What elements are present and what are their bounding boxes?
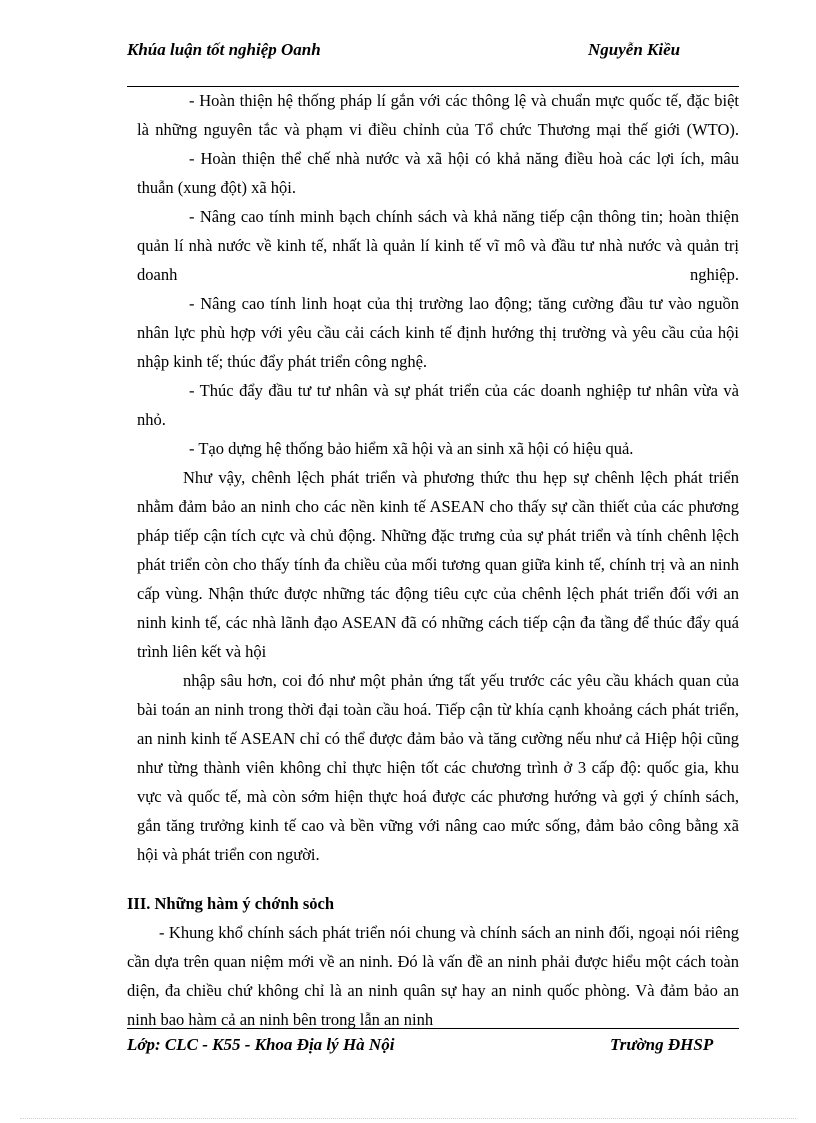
header-thesis-title: Khúa luận tốt nghiệp Oanh xyxy=(127,40,321,59)
paragraph-policy-transparency: - Nâng cao tính minh bạch chính sách và khả năng tiếp cận thông tin; hoàn thiện quản lí nhà nước về kinh tế, nhất là quản lí kinh tế vĩ mô và đầu tư nhà nước và quản trị doanh nghiệp. xyxy=(137,207,739,284)
body-text xyxy=(137,86,739,869)
footer-university: Trường ĐHSP xyxy=(610,1035,714,1054)
footer-class-info: Lớp: CLC - K55 - Khoa Địa lý Hà Nội xyxy=(127,1035,395,1054)
footer-divider xyxy=(127,1028,739,1029)
page-header xyxy=(127,38,739,88)
paragraph-social-insurance: - Tạo dựng hệ thống bảo hiểm xã hội và an sinh xã hội có hiệu quả. xyxy=(189,439,634,458)
paragraph-private-investment: - Thúc đẩy đầu tư tư nhân và sự phát triển của các doanh nghiệp tư nhân vừa và nhỏ. xyxy=(137,381,739,429)
paragraph-legal-system: - Hoàn thiện hệ thống pháp lí gắn với các thông lệ và chuẩn mực quốc tế, đặc biệt là những nguyên tắc và phạm vi điều chỉnh của Tổ chức Thương mại thế giới (WTO). xyxy=(137,91,739,139)
section-body xyxy=(127,918,739,1034)
paragraph-labor-market: - Nâng cao tính linh hoạt của thị trường lao động; tăng cường đầu tư vào nguồn nhân lực phù hợp với yêu cầu cải cách kinh tế định hướng thị trường và yêu cầu của hội nhập kinh tế; thúc đẩy phát triển công nghệ. xyxy=(137,294,739,371)
page-bottom-edge xyxy=(20,1118,796,1119)
section-heading: III. Những hàm ý chớnh sỏch xyxy=(127,894,335,913)
paragraph-state-institutions: - Hoàn thiện thể chế nhà nước và xã hội có khả năng điều hoà các lợi ích, mâu thuẫn (xung đột) xã hội. xyxy=(137,149,739,197)
page-footer xyxy=(127,1033,739,1083)
paragraph-conclusion-part1: Như vậy, chênh lệch phát triển và phương thức thu hẹp sự chênh lệch phát triển nhằm đảm bảo an ninh cho các nền kinh tế ASEAN cho thấy sự cần thiết của các phương pháp tiếp cận tích cực và chủ động. Những đặc trưng của sự phát triển và tính chênh lệch phát triển còn cho thấy tính đa chiều của mối tương quan giữa kinh tế, chính trị và an ninh cấp vùng. Nhận thức được những tác động tiêu cực của chênh lệch phát triển đối với an ninh kinh tế, các nhà lãnh đạo ASEAN đã có những cách tiếp cận đa tầng để thúc đẩy quá trình liên kết và hội xyxy=(137,468,739,661)
header-author: Nguyễn Kiều xyxy=(588,40,681,59)
paragraph-conclusion-part2: nhập sâu hơn, coi đó như một phản ứng tất yếu trước các yêu cầu khách quan của bài toán an ninh trong thời đại toàn cầu hoá. Tiếp cận từ khía cạnh khoảng cách phát triển, an ninh kinh tế ASEAN chỉ có thể được đảm bảo và tăng cường nếu như cả Hiệp hội cũng như từng thành viên không chỉ thực hiện tốt các chương trình ở 3 cấp độ: quốc gia, khu vực và quốc tế, mà còn sớm hiện thực hoá được các phương hướng và gợi ý chính sách, gắn tăng trưởng kinh tế cao và bền vững với nâng cao mức sống, đảm bảo công bằng xã hội và phát triển con người. xyxy=(137,671,739,864)
paragraph-policy-framework: - Khung khổ chính sách phát triển nói chung và chính sách an ninh đối, ngoại nói riêng cần dựa trên quan niệm mới về an ninh. Đó là vấn đề an ninh phải được hiểu một cách toàn diện, đa chiều chứ không chỉ là an ninh quân sự hay an ninh quốc phòng. Và đảm bảo an ninh bao hàm cả an ninh bên trong lẫn an ninh xyxy=(127,923,739,1029)
